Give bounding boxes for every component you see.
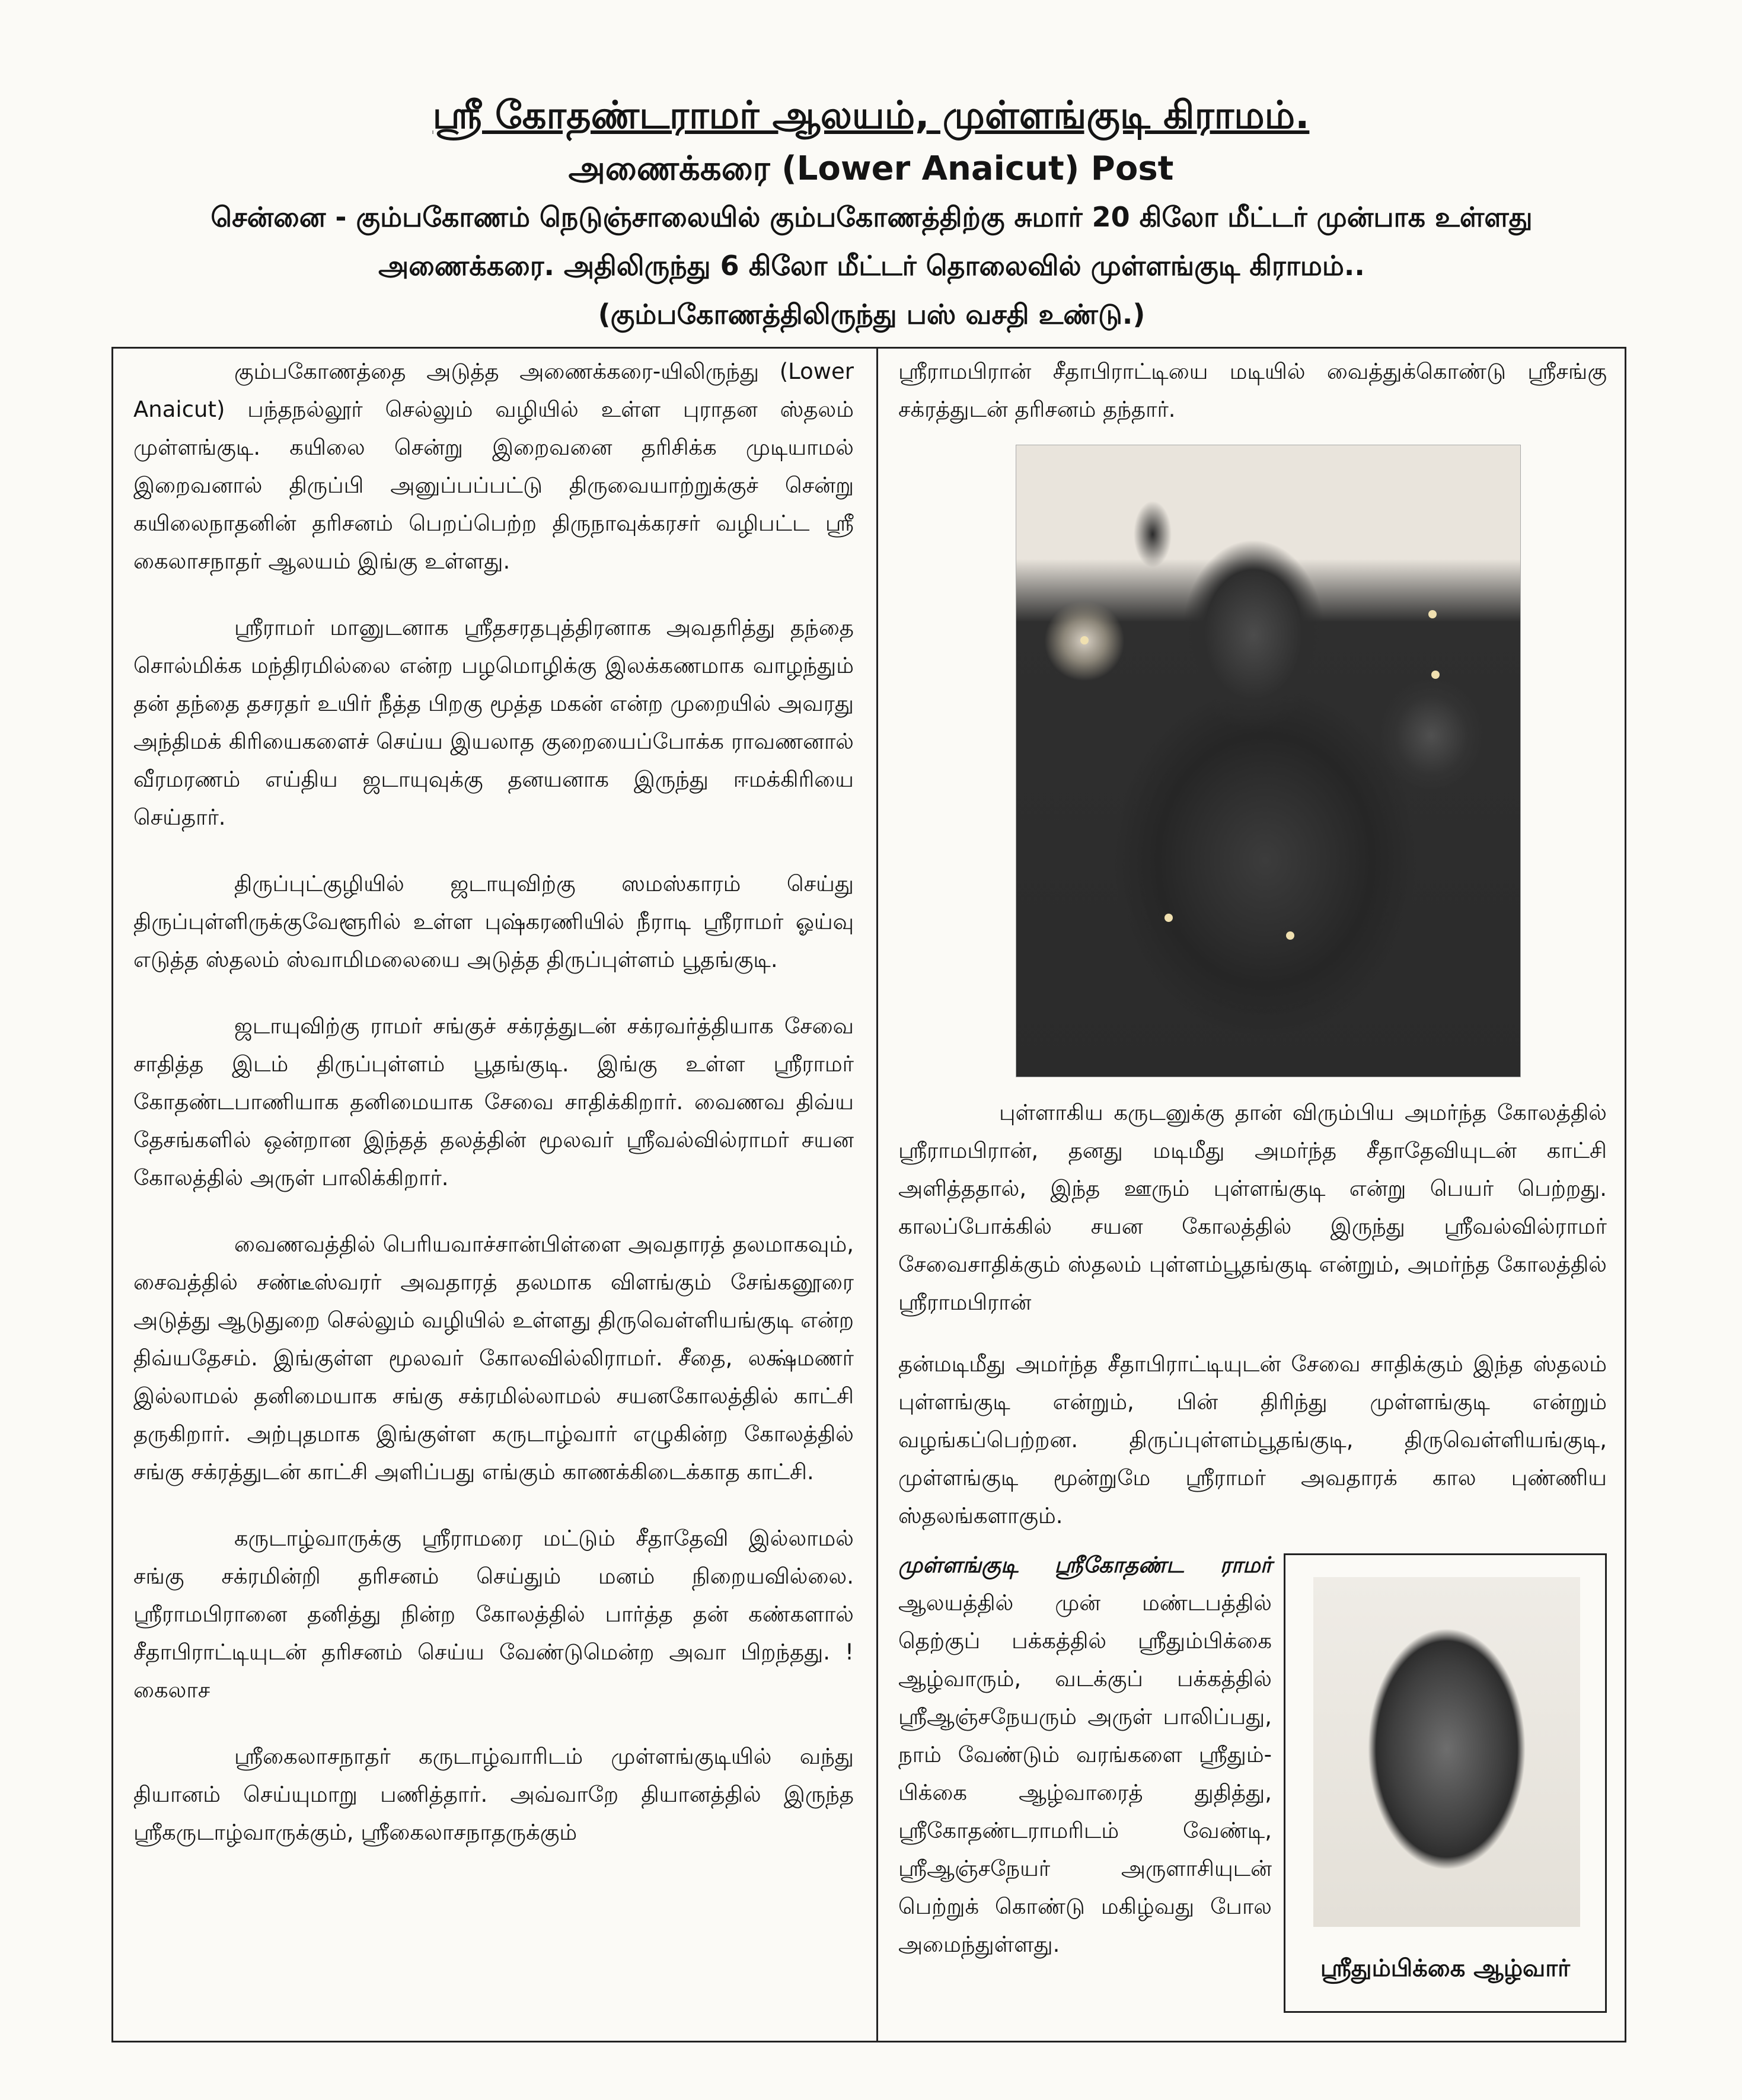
- photo-glint: [1164, 914, 1173, 922]
- page-subtitle: அணைக்கரை (Lower Anaicut) Post: [568, 149, 1174, 188]
- directions-line-3: (கும்பகோணத்திலிருந்து பஸ் வசதி உண்டு.): [598, 298, 1146, 330]
- right-wrap-paragraph: [898, 1546, 1272, 1964]
- right-paragraph-2: தன்மடிமீது அமர்ந்த சீதாபிராட்டியுடன் சேவை சாதிக்கும் இந்த ஸ்தலம் புள்ளங்குடி என்றும், பின் திரிந்து முள்ளங்குடி என்றும் வழங்கப்பெற்றன. திருப்புள்ளம்பூதங்குடி, திருவெள்ளியங்குடி, முள்ளங்குடி மூன்றுமே ஸ்ரீராமர் அவதாரக் கால புண்ணிய ஸ்தலங்களாகும்.: [898, 1351, 1607, 1528]
- photo-glint: [1431, 671, 1440, 679]
- left-paragraph-4: ஜடாயுவிற்கு ராமர் சங்குச் சக்ரத்துடன் சக்ரவர்த்தியாக சேவை சாதித்த இடம் திருப்புள்ளம் பூதங்குடி. இங்கு உள்ள ஸ்ரீராமர் கோதண்டபாணியாக தனிமையாக சேவை சாதிக்கிறார். வைணவ திவ்ய தேசங்களில் ஒன்றான இந்தத் தலத்தின் மூலவர் ஸ்ரீவல்வில்ராமர் சயன கோலத்தில் அருள் பாலிக்கிறார்.: [133, 1013, 854, 1191]
- directions-line-2: அணைக்கரை. அதிலிருந்து 6 கிலோ மீட்டர் தொலைவில் முள்ளங்குடி கிராமம்..: [378, 250, 1365, 282]
- photo-glint: [1080, 636, 1089, 644]
- left-column: [133, 353, 854, 1880]
- figure-caption: ஸ்ரீதும்பிக்கை ஆழ்வார்: [1320, 1955, 1571, 1982]
- directions-line-1: சென்னை - கும்பகோணம் நெடுஞ்சாலையில் கும்பகோணத்திற்கு சுமார் 20 கிலோ மீட்டர் முன்பாக உள்ளது: [210, 201, 1533, 233]
- deity-photo: [1016, 445, 1521, 1077]
- page-title: ஸ்ரீ கோதண்டராமர் ஆலயம், முள்ளங்குடி கிராமம்.: [432, 94, 1310, 138]
- left-paragraph-3: திருப்புட்குழியில் ஜடாயுவிற்கு ஸமஸ்காரம் செய்து திருப்புள்ளிருக்குவேளூரில் உள்ள புஷ்கரணியில் நீராடி ஸ்ரீராமர் ஓய்வு எடுத்த ஸ்தலம் ஸ்வாமிமலையை அடுத்த திருப்புள்ளம் பூதங்குடி.: [133, 871, 854, 972]
- directions: [125, 193, 1619, 339]
- right-column-middle: [898, 1094, 1607, 1563]
- left-paragraph-1: கும்பகோணத்தை அடுத்த அணைக்கரை-யிலிருந்து (Lower Anaicut) பந்தநல்லூர் செல்லும் வழியில் உள்ள புராதன ஸ்தலம் முள்ளங்குடி. கயிலை சென்று இறைவனை தரிசிக்க முடியாமல் இறைவனால் திருப்பி அனுப்பப்பட்டு திருவையாற்றுக்குச் சென்று கயிலைநாதனின் தரிசனம் பெறப்பெற்ற திருநாவுக்கரசர் வழிபட்ட ஸ்ரீ கைலாசநாதர் ஆலயம் இங்கு உள்ளது.: [133, 359, 854, 574]
- right-paragraph-1: புள்ளாகிய கருடனுக்கு தான் விரும்பிய அமர்ந்த கோலத்தில் ஸ்ரீராமபிரான், தனது மடிமீது அமர்ந்த சீதாதேவியுடன் காட்சி அளித்ததால், இந்த ஊரும் புள்ளங்குடி என்று பெயர் பெற்றது. காலப்போக்கில் சயன கோலத்தில் இருந்து ஸ்ரீவல்வில்ராமர் சேவைசாதிக்கும் ஸ்தலம் புள்ளம்பூதங்குடி என்றும், அமர்ந்த கோலத்தில் ஸ்ரீராமபிரான்: [898, 1100, 1607, 1315]
- right-column-top: [898, 353, 1607, 457]
- photo-glint: [1428, 610, 1437, 618]
- left-paragraph-5: வைணவத்தில் பெரியவாச்சான்பிள்ளை அவதாரத் தலமாகவும், சைவத்தில் சண்டீஸ்வரர் அவதாரத் தலமாக விளங்கும் சேங்கனூரை அடுத்து ஆடுதுறை செல்லும் வழியில் உள்ளது திருவெள்ளியங்குடி என்ற திவ்யதேசம். இங்குள்ள மூலவர் கோலவில்லிராமர். சீதை, லக்ஷ்மணர் இல்லாமல் தனிமையாக சங்கு சக்ரமில்லாமல் சயனகோலத்தில் காட்சி தருகிறார். அற்புதமாக இங்குள்ள கருடாழ்வார் எழுகின்ற கோலத்தில் சங்கு சக்ரத்துடன் காட்சி அளிப்பது எங்கும் காணக்கிடைக்காத காட்சி.: [133, 1231, 854, 1485]
- left-paragraph-6: கருடாழ்வாருக்கு ஸ்ரீராமரை மட்டும் சீதாதேவி இல்லாமல் சங்கு சக்ரமின்றி தரிசனம் செய்தும் மனம் நிறையவில்லை. ஸ்ரீராமபிரானை தனித்து நின்ற கோலத்தில் பார்த்த தன் கண்களால் சீதாபிராட்டியுடன் தரிசனம் செய்ய வேண்டுமென்ற அவா பிறந்தது. !கைலாச: [133, 1525, 854, 1703]
- wrap-lead: முள்ளங்குடி ஸ்ரீகோதண்ட ராமர்: [898, 1552, 1272, 1578]
- photo-glint: [1286, 931, 1294, 940]
- thumbikkai-azhwar-photo: [1313, 1577, 1580, 1927]
- wrap-body: ஆலயத்தில் முன் மண்டபத்தில் தெற்குப் பக்கத்தில் ஸ்ரீதும்பிக்கை ஆழ்வாரும், வடக்குப் பக்கத்தில் ஸ்ரீஆஞ்சநேயரும் அருள் பாலிப்பது, நாம் வேண்டும் வரங்களை ஸ்ரீதும்-பிக்கை ஆழ்வாரைத் துதித்து, ஸ்ரீகோதண்டராமரிடம் வேண்டி, ஸ்ரீஆஞ்சநேயர் அருளாசியுடன் பெற்றுக் கொண்டு மகிழ்வது போல அமைந்துள்ளது.: [898, 1590, 1272, 1957]
- left-paragraph-7: ஸ்ரீகைலாசநாதர் கருடாழ்வாரிடம் முள்ளங்குடியில் வந்து தியானம் செய்யுமாறு பணித்தார். அவ்வாறே தியானத்தில் இருந்த ஸ்ரீகருடாழ்வாருக்கும், ஸ்ரீகைலாசநாதருக்கும்: [133, 1744, 854, 1845]
- right-intro: ஸ்ரீராமபிரான் சீதாபிராட்டியை மடியில் வைத்துக்கொண்டு ஸ்ரீசங்கு சக்ரத்துடன் தரிசனம் தந்தார்.: [898, 359, 1607, 422]
- left-paragraph-2: ஸ்ரீராமர் மானுடனாக ஸ்ரீதசரதபுத்திரனாக அவதரித்து தந்தை சொல்மிக்க மந்திரமில்லை என்ற பழமொழிக்கு இலக்கணமாக வாழந்தும் தன் தந்தை தசரதர் உயிர் நீத்த பிறகு மூத்த மகன் என்ற முறையில் அவரது அந்திமக் கிரியைகளைச் செய்ய இயலாத குறையைப்போக்க ராவணனால் வீரமரணம் எய்திய ஜடாயுவுக்கு தனயனாக இருந்து ஈமக்கிரியை செய்தார்.: [133, 615, 854, 830]
- column-divider: [876, 347, 878, 2042]
